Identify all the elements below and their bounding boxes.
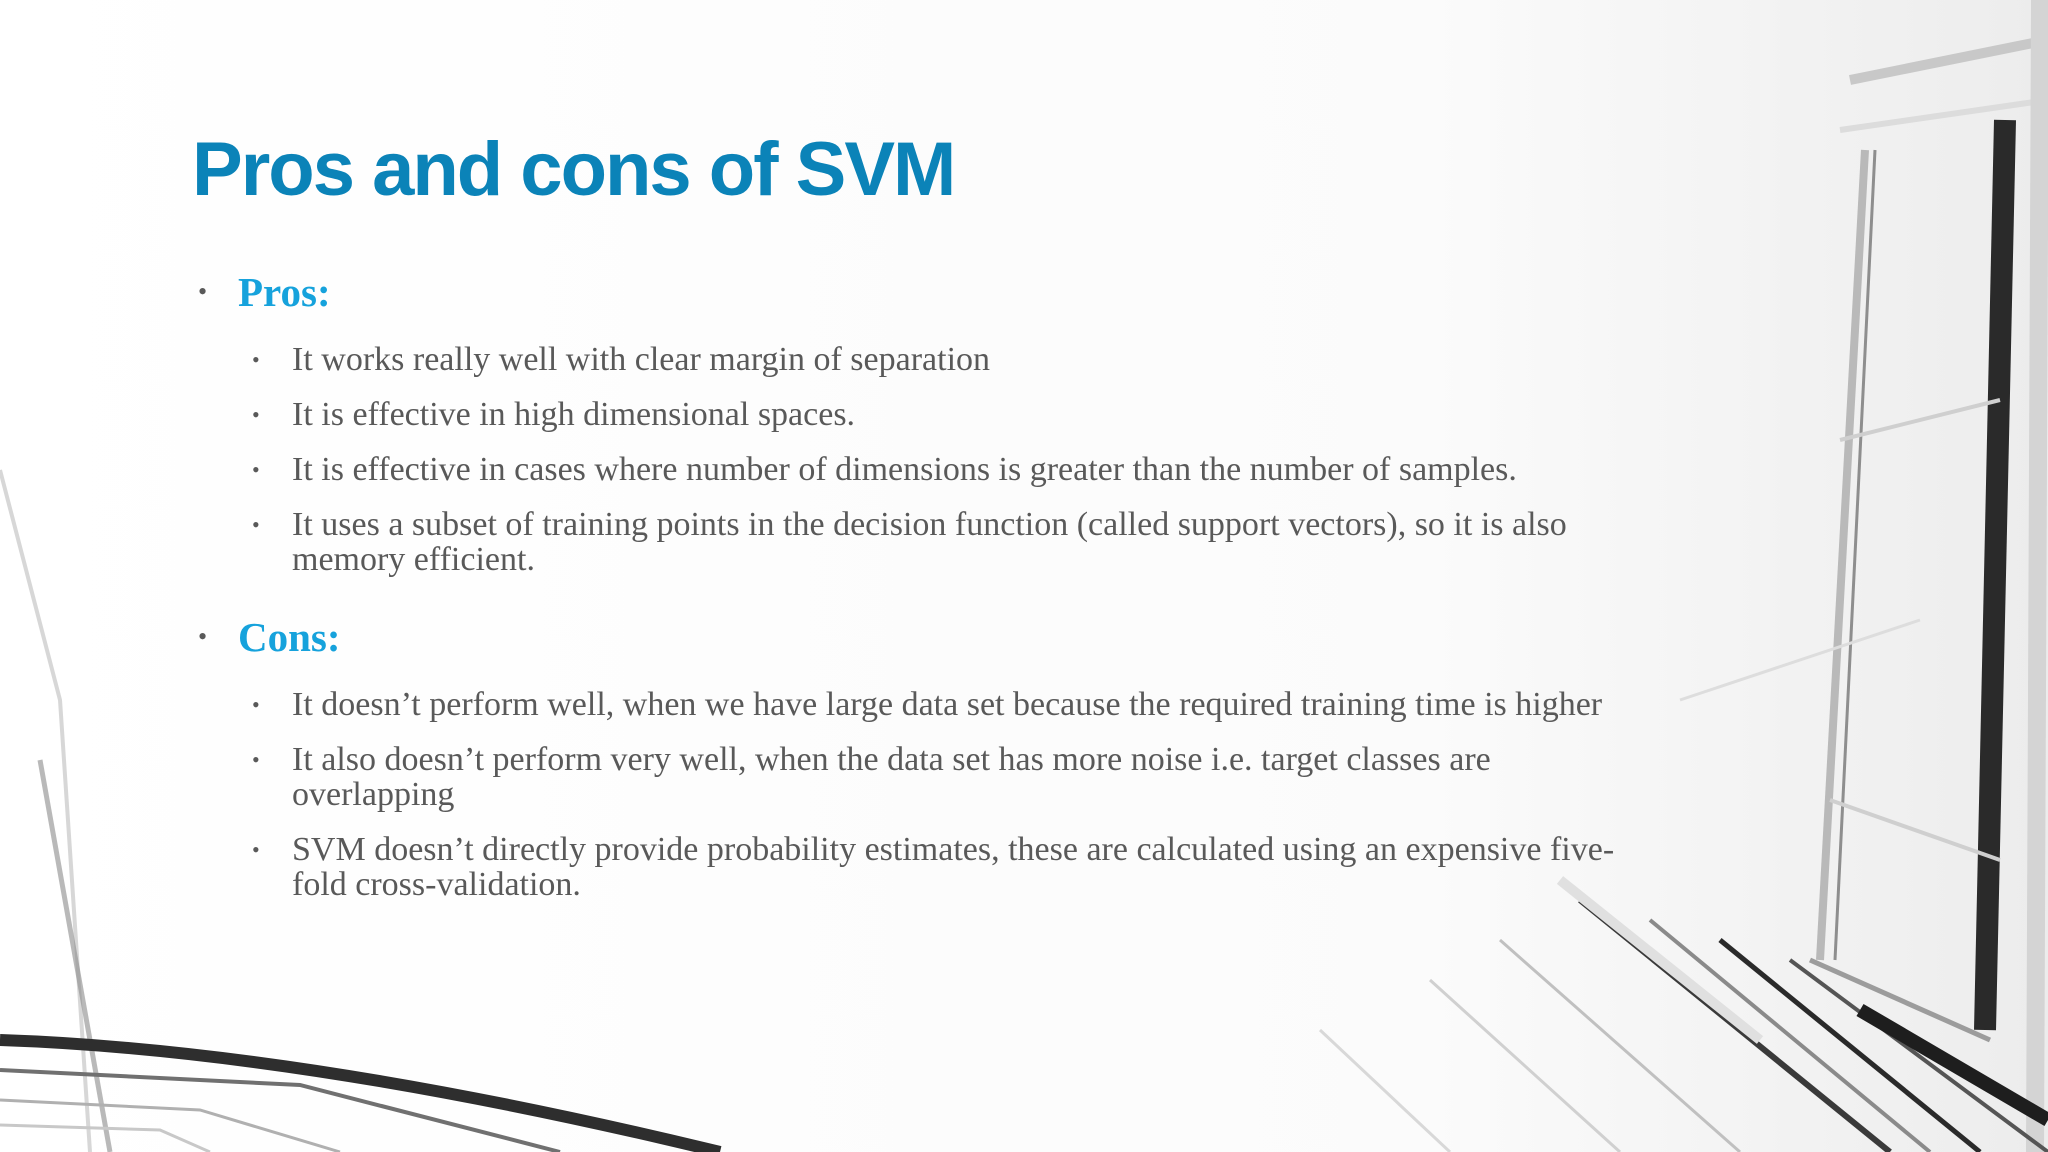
bullet-icon: •	[252, 747, 260, 772]
cons-list	[196, 687, 1616, 902]
bullet-icon: •	[252, 347, 260, 372]
slide-content	[196, 262, 1616, 932]
list-item	[196, 452, 1616, 487]
cons-section	[196, 607, 1616, 902]
list-item-text: It uses a subset of training points in the decision function (called support vectors), so it is also memory efficient.	[292, 506, 1567, 578]
list-item-text: It is effective in high dimensional spaces.	[292, 396, 856, 433]
list-item	[196, 832, 1616, 902]
list-item-text: It doesn’t perform well, when we have large data set because the required training time is higher	[292, 686, 1603, 723]
list-item	[196, 397, 1616, 432]
list-item-text: It also doesn’t perform very well, when the data set has more noise i.e. target classes are overlapping	[292, 741, 1491, 813]
bullet-icon: •	[252, 457, 260, 482]
bullet-icon: •	[198, 622, 208, 651]
pros-heading	[196, 262, 1616, 322]
bullet-icon: •	[252, 692, 260, 717]
list-item	[196, 687, 1616, 722]
pros-list	[196, 342, 1616, 577]
pros-label: Pros:	[238, 269, 331, 315]
list-item	[196, 742, 1616, 812]
list-item-text: SVM doesn’t directly provide probability estimates, these are calculated using an expensive five-fold cross-validation.	[292, 831, 1615, 903]
cons-heading	[196, 607, 1616, 667]
list-item	[196, 342, 1616, 377]
list-item-text: It is effective in cases where number of dimensions is greater than the number of samples.	[292, 451, 1517, 488]
cons-label: Cons:	[238, 614, 341, 660]
bullet-icon: •	[252, 837, 260, 862]
list-item	[196, 507, 1616, 577]
pros-section	[196, 262, 1616, 577]
bullet-icon: •	[198, 277, 208, 306]
bullet-icon: •	[252, 402, 260, 427]
list-item-text: It works really well with clear margin of separation	[292, 341, 991, 378]
slide-title: Pros and cons of SVM	[192, 127, 955, 212]
bullet-icon: •	[252, 512, 260, 537]
